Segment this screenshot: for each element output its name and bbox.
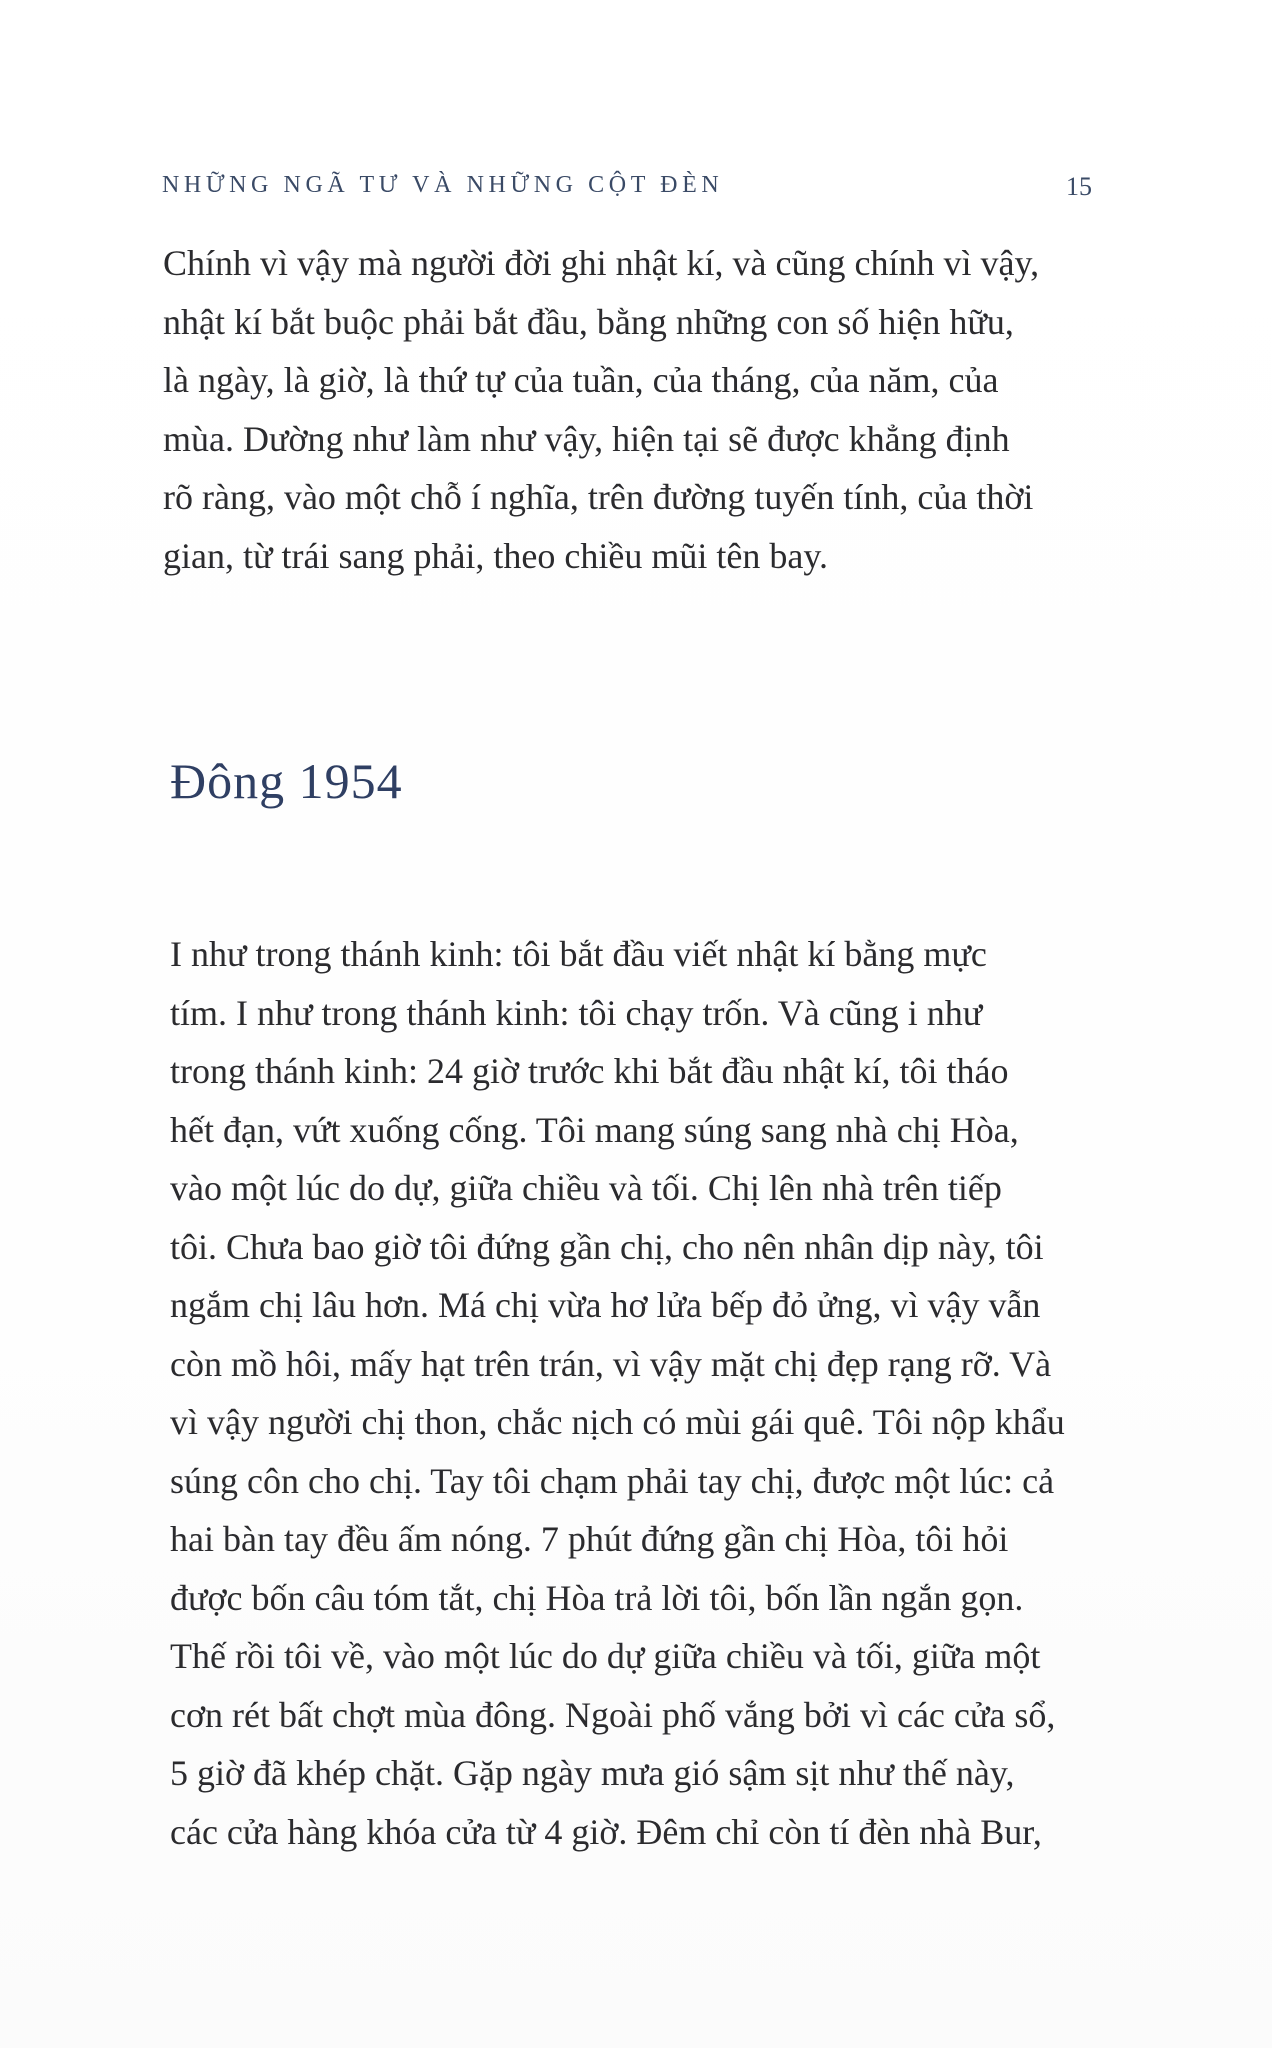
text-line: vì vậy người chị thon, chắc nịch có mùi gái quê. Tôi nộp khẩu bbox=[170, 1402, 1065, 1442]
text-line: mùa. Dường như làm như vậy, hiện tại sẽ được khẳng định bbox=[163, 418, 1010, 459]
text-line: tôi. Chưa bao giờ tôi đứng gần chị, cho nên nhân dịp này, tôi bbox=[170, 1226, 1044, 1267]
text-line: hết đạn, vứt xuống cống. Tôi mang súng sang nhà chị Hòa, bbox=[170, 1109, 1019, 1150]
text-line: 5 giờ đã khép chặt. Gặp ngày mưa gió sậm sịt như thế này, bbox=[170, 1753, 1015, 1793]
text-line: còn mồ hôi, mấy hạt trên trán, vì vậy mặt chị đẹp rạng rỡ. Và bbox=[170, 1343, 1052, 1384]
text-line: cơn rét bất chợt mùa đông. Ngoài phố vắng bởi vì các cửa sổ, bbox=[170, 1694, 1056, 1735]
running-head bbox=[162, 168, 1092, 208]
text-line: súng côn cho chị. Tay tôi chạm phải tay chị, được một lúc: cả bbox=[170, 1460, 1055, 1501]
text-line: hai bàn tay đều ấm nóng. 7 phút đứng gần chị Hòa, tôi hỏi bbox=[170, 1519, 1009, 1559]
text-line: Thế rồi tôi về, vào một lúc do dự giữa chiều và tối, giữa một bbox=[170, 1636, 1041, 1676]
text-line: trong thánh kinh: 24 giờ trước khi bắt đầu nhật kí, tôi tháo bbox=[170, 1051, 1009, 1091]
text-line: tím. I như trong thánh kinh: tôi chạy trốn. Và cũng i như bbox=[170, 992, 983, 1033]
page-number: 15 bbox=[1066, 172, 1092, 201]
text-line: nhật kí bắt buộc phải bắt đầu, bằng những con số hiện hữu, bbox=[163, 301, 1014, 342]
body-paragraph bbox=[170, 925, 1065, 1861]
text-line: ngắm chị lâu hơn. Má chị vừa hơ lửa bếp đỏ ửng, vì vậy vẫn bbox=[170, 1285, 1041, 1325]
section-heading: Đông 1954 bbox=[170, 753, 403, 809]
running-title: NHỮNG NGÃ TƯ VÀ NHỮNG CỘT ĐÈN bbox=[162, 172, 724, 198]
text-line: là ngày, là giờ, là thứ tự của tuần, của tháng, của năm, của bbox=[163, 360, 999, 400]
text-line: gian, từ trái sang phải, theo chiều mũi tên bay. bbox=[163, 535, 828, 576]
text-line: rõ ràng, vào một chỗ í nghĩa, trên đường tuyến tính, của thời bbox=[163, 477, 1034, 517]
text-line: I như trong thánh kinh: tôi bắt đầu viết nhật kí bằng mực bbox=[170, 934, 987, 974]
text-line: Chính vì vậy mà người đời ghi nhật kí, và cũng chính vì vậy, bbox=[163, 243, 1040, 283]
text-line: vào một lúc do dự, giữa chiều và tối. Chị lên nhà trên tiếp bbox=[170, 1168, 1002, 1208]
text-line: các cửa hàng khóa cửa từ 4 giờ. Đêm chỉ còn tí đèn nhà Bur, bbox=[170, 1811, 1042, 1852]
text-line: được bốn câu tóm tắt, chị Hòa trả lời tôi, bốn lần ngắn gọn. bbox=[170, 1577, 1024, 1618]
intro-paragraph bbox=[163, 234, 1039, 585]
